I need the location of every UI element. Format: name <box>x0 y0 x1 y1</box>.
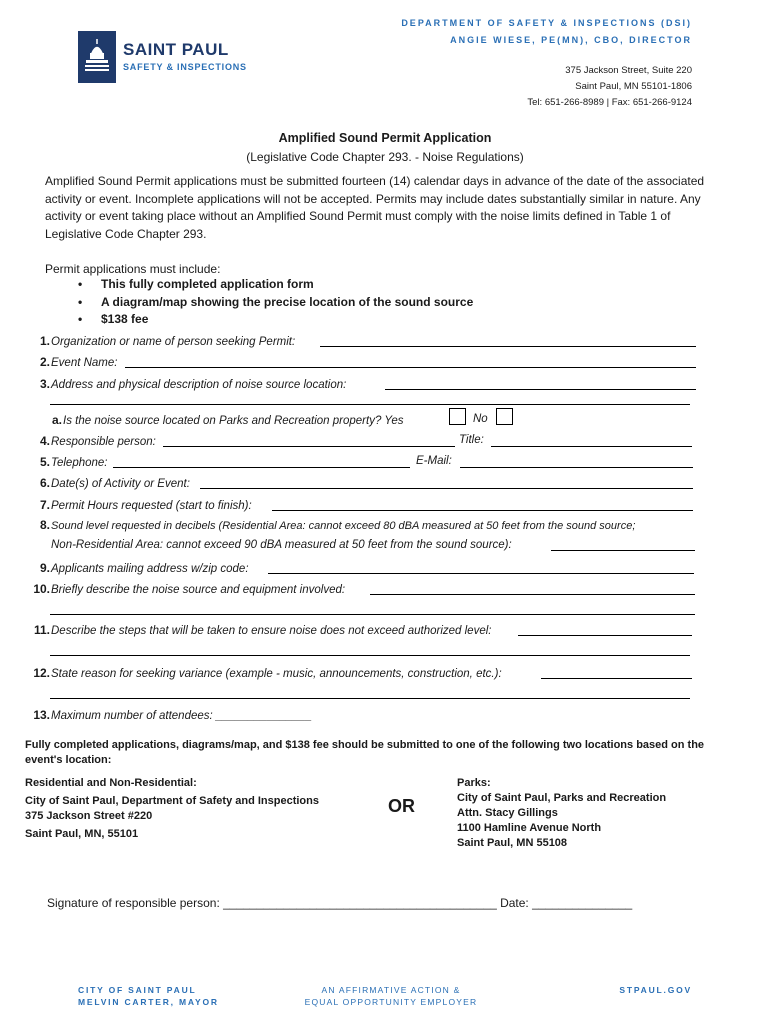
field-permit-hours: 7.Permit Hours requested (start to finish): <box>39 498 252 512</box>
address-phone: Tel: 651-266-8989 | Fax: 651-266-9124 <box>527 97 692 108</box>
form-subtitle: (Legislative Code Chapter 293. - Noise Regulations) <box>246 150 524 164</box>
email-label: E-Mail: <box>416 455 452 467</box>
responsible-person-input-line[interactable] <box>163 446 455 447</box>
capitol-dome-icon <box>78 31 116 83</box>
field-telephone: 5.Telephone: <box>39 455 108 469</box>
address-city: Saint Paul, MN 55101-1806 <box>575 81 692 92</box>
intro-paragraph: Amplified Sound Permit applications must be submitted fourteen (14) calendar days in advance of the date of the associated activity or event. Incomplete applications will not be accepted. Permits may include dates substantially similar in nature. Any activity or event taking place without an Amplified Sound Permit must comply with the noise limits defined in Table 1 of Legislative Code Chapter 293. <box>45 174 705 241</box>
organization-input-line[interactable] <box>320 346 696 347</box>
title-label: Title: <box>459 434 484 446</box>
noise-source-input-line[interactable] <box>370 594 695 595</box>
event-name-input-line[interactable] <box>125 367 696 368</box>
field-noise-steps: 11.Describe the steps that will be taken to ensure noise does not exceed authorized level: <box>33 623 492 637</box>
field-responsible-person: 4.Responsible person: <box>39 434 156 448</box>
sound-level-nonresidential: Non-Residential Area: cannot exceed 90 dBA measured at 50 feet from the sound source): <box>51 539 512 551</box>
telephone-input-line[interactable] <box>113 467 410 468</box>
parks-address-block: Parks: City of Saint Paul, Parks and Recreation Attn. Stacy Gillings 1100 Hamline Avenue North Saint Paul, MN 55108 <box>457 777 667 849</box>
footer-website[interactable]: STPAUL.GOV <box>619 985 692 995</box>
variance-reason-input-line-2[interactable] <box>50 698 690 699</box>
title-input-line[interactable] <box>491 446 692 447</box>
department-name: DEPARTMENT OF SAFETY & INSPECTIONS (DSI) <box>401 18 692 28</box>
field-mailing-address: 9.Applicants mailing address w/zip code: <box>39 561 249 575</box>
logo-title: SAINT PAUL <box>123 40 229 59</box>
variance-reason-input-line[interactable] <box>541 678 692 679</box>
footer-city: CITY OF SAINT PAUL <box>78 985 197 995</box>
parks-no-checkbox[interactable] <box>496 408 513 425</box>
requirements-list <box>78 276 473 329</box>
requirement-item: • A diagram/map showing the precise location of the sound source <box>78 294 473 312</box>
field-parks-property: a.Is the noise source located on Parks and Recreation property? Yes <box>51 413 404 427</box>
footer-eeo-line2: EQUAL OPPORTUNITY EMPLOYER <box>304 997 478 1007</box>
logo-subtitle: SAFETY & INSPECTIONS <box>123 62 247 72</box>
sound-level-input-line[interactable] <box>551 550 695 551</box>
field-dates: 6.Date(s) of Activity or Event: <box>39 476 190 490</box>
permit-hours-input-line[interactable] <box>272 510 693 511</box>
requirement-item: • This fully completed application form <box>78 276 473 294</box>
noise-steps-input-line[interactable] <box>518 635 692 636</box>
field-max-attendees: 13.Maximum number of attendees: _______________ <box>33 708 312 722</box>
footer-eeo-line1: AN AFFIRMATIVE ACTION & <box>321 985 461 995</box>
requirement-item: • $138 fee <box>78 311 473 329</box>
address-street: 375 Jackson Street, Suite 220 <box>565 65 692 76</box>
requirements-heading: Permit applications must include: <box>45 262 221 276</box>
noise-source-input-line-2[interactable] <box>50 614 695 615</box>
residential-address-block: Residential and Non-Residential: City of Saint Paul, Department of Safety and Inspections 375 Jackson Street #220 Saint Paul, MN, 55101 <box>25 777 319 840</box>
field-event-name: 2.Event Name: <box>39 355 118 369</box>
footer-mayor: MELVIN CARTER, MAYOR <box>78 997 219 1007</box>
email-input-line[interactable] <box>460 467 693 468</box>
field-noise-source: 10.Briefly describe the noise source and equipment involved: <box>33 582 346 596</box>
address-input-line-2[interactable] <box>50 404 690 405</box>
address-input-line[interactable] <box>385 389 696 390</box>
field-sound-level: 8.Sound level requested in decibels (Residential Area: cannot exceed 80 dBA measured at 50 feet from the sound source; <box>39 518 636 532</box>
field-variance-reason: 12.State reason for seeking variance (example - music, announcements, construction, etc.): <box>33 666 502 680</box>
form-title: Amplified Sound Permit Application <box>278 131 492 145</box>
field-organization: 1.Organization or name of person seeking Permit: <box>39 334 296 348</box>
noise-steps-input-line-2[interactable] <box>50 655 690 656</box>
city-logo-mark <box>78 31 116 83</box>
signature-line[interactable]: Signature of responsible person: _________________________________________ Date: _______________ <box>47 896 633 910</box>
director-name: ANGIE WIESE, PE(MN), CBO, DIRECTOR <box>450 35 692 45</box>
parks-yes-checkbox[interactable] <box>449 408 466 425</box>
dates-input-line[interactable] <box>200 488 693 489</box>
or-separator: OR <box>388 796 415 816</box>
field-address: 3.Address and physical description of noise source location: <box>39 377 347 391</box>
mailing-address-input-line[interactable] <box>268 573 694 574</box>
submission-instructions: Fully completed applications, diagrams/map, and $138 fee should be submitted to one of the following two locations based on the event's location: <box>25 739 705 766</box>
parks-no-label: No <box>473 413 488 425</box>
